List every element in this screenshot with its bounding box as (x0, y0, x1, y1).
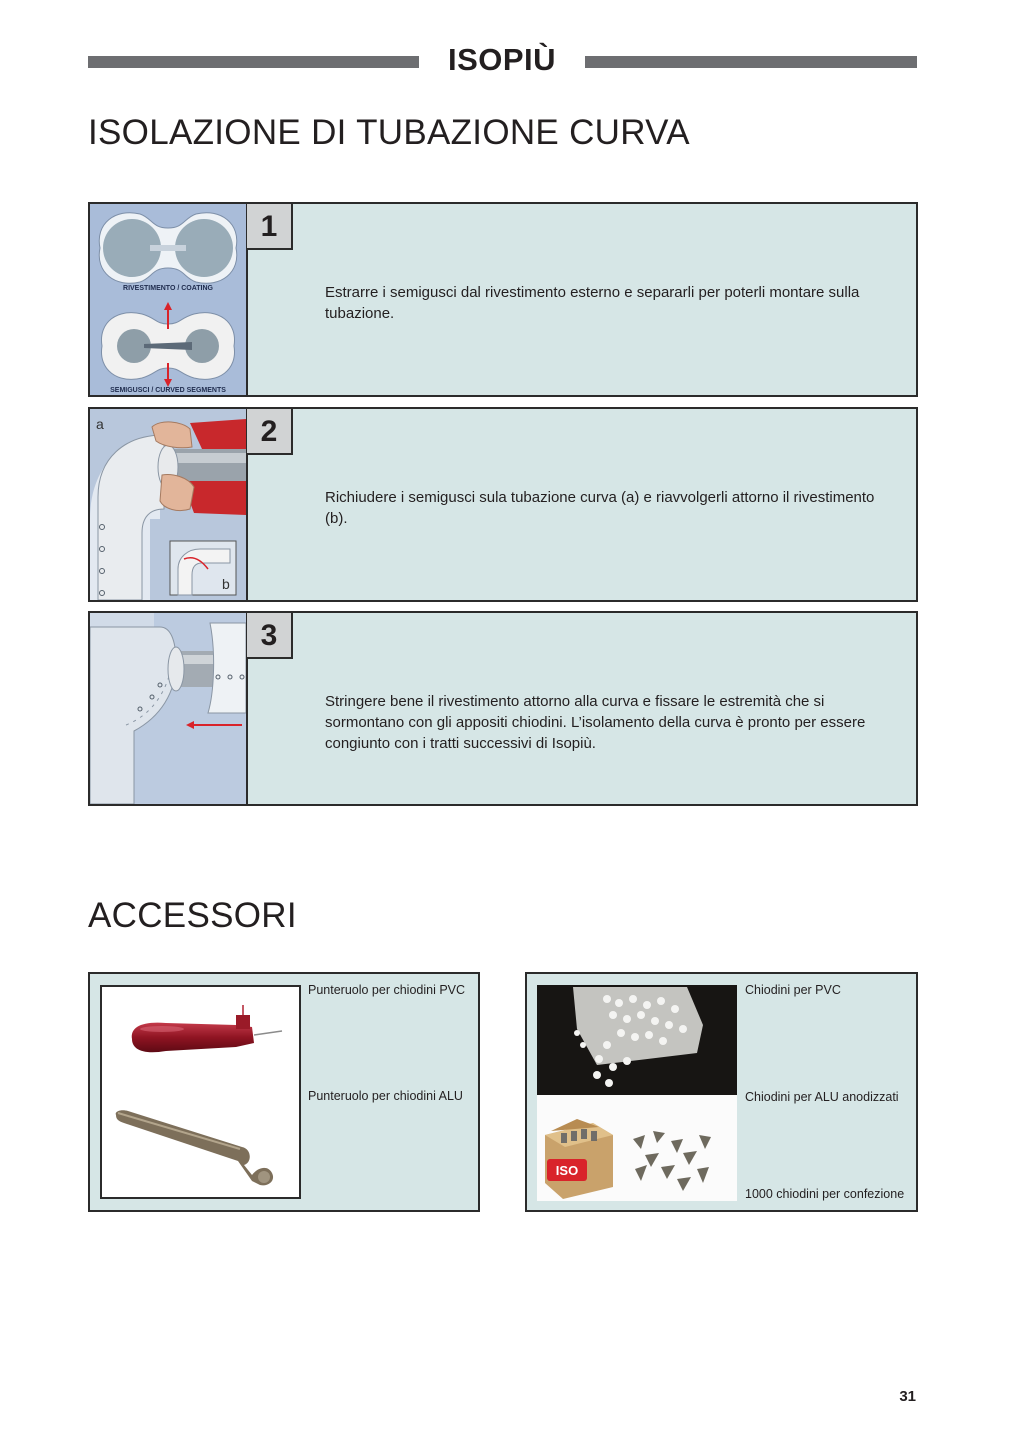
label-b: b (222, 576, 230, 592)
section-title-accessories: ACCESSORI (88, 896, 297, 935)
label-coating: RIVESTIMENTO / COATING (123, 285, 213, 292)
header-rule-left (88, 56, 419, 68)
step-2-text: Richiudere i semigusci sula tubazione curva (a) e riavvolgerli attorno il rivestimento (b). (325, 489, 875, 527)
section-title-installation: ISOLAZIONE DI TUBAZIONE CURVA (88, 113, 690, 152)
step-1-number: 1 (247, 204, 293, 250)
label-alu-nails: Chiodini per ALU anodizzati (745, 1090, 899, 1104)
step-3-panel (88, 611, 918, 806)
step-2-illustration (90, 409, 248, 600)
step-3-text: Stringere bene il rivestimento attorno alla curva e fissare le estremità che si sormontano con gli appositi chiodini. L’isolamento della curva è pronto per essere congiunto con i tratti successivi di Isopiù. (325, 693, 866, 752)
accessories-nails-panel (525, 972, 918, 1212)
label-pack-quantity: 1000 chiodini per confezione (745, 1187, 905, 1201)
header-rule-right (585, 56, 917, 68)
label-pvc-nails: Chiodini per PVC (745, 983, 841, 997)
step-1-text: Estrarre i semigusci dal rivestimento esterno e separarli per poterli montare sulla tubazione. (325, 284, 860, 322)
page-number: 31 (899, 1388, 916, 1405)
brand-title: ISOPIÙ (447, 42, 557, 77)
accessories-tools-panel (88, 972, 480, 1212)
awl-alu-photo (100, 1091, 301, 1199)
alu-nails-photo (537, 1095, 737, 1201)
step-1-illustration (90, 204, 248, 395)
step-2-number: 2 (247, 409, 293, 455)
label-awl-pvc: Punteruolo per chiodini PVC (308, 983, 466, 997)
awl-pvc-photo (100, 985, 301, 1095)
step-1-panel (88, 202, 918, 397)
step-3-number: 3 (247, 613, 293, 659)
label-awl-alu: Punteruolo per chiodini ALU (308, 1089, 463, 1103)
step-3-illustration (90, 613, 248, 804)
step-2-panel (88, 407, 918, 602)
pvc-nails-photo (537, 985, 737, 1095)
box-logo: ISO (555, 1163, 579, 1178)
label-segments: SEMIGUSCI / CURVED SEGMENTS (110, 387, 226, 394)
label-a: a (96, 416, 104, 432)
